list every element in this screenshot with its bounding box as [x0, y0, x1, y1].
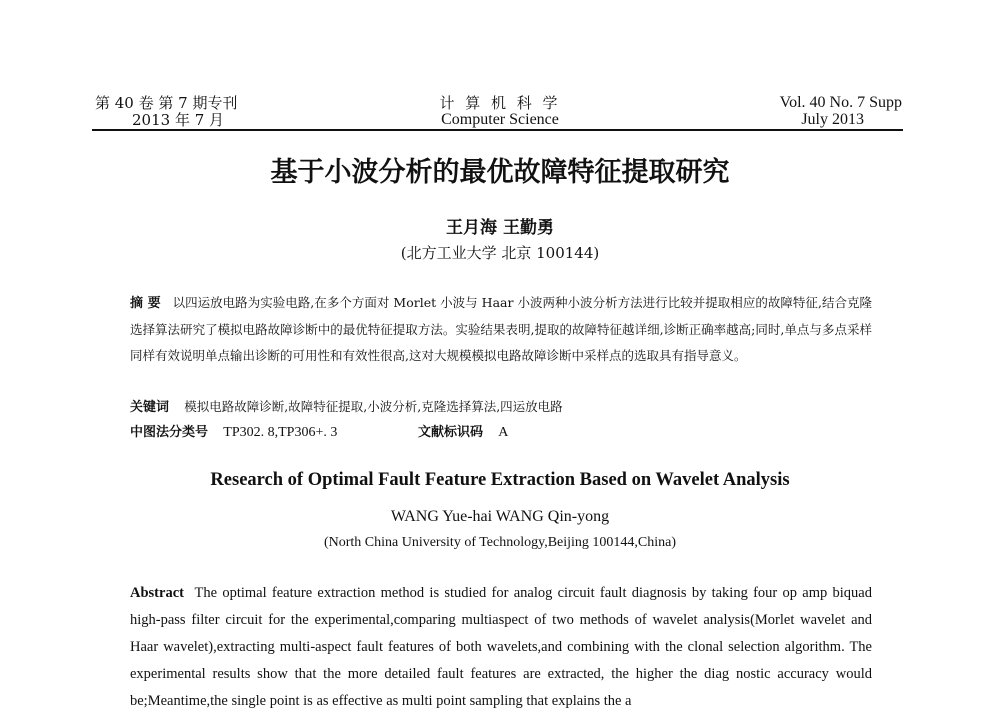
abstract-text-en: The optimal feature extraction method is studied for analog circuit fault diagnosis by taking four op amp biquad high-pass filter circuit for the experimental,comparing multiaspect of two methods of wavelet analysis(Morlet wavelet and Haar wavelet),extracting multi-aspect fault features of both wavelets,and combining with the clonal selection algorithm. The experimental results show that the more detailed fault features are extracted, the higher the diag nostic accuracy would be;Meantime,the single point is as effective as multi point sampling that explains the a	[130, 585, 872, 709]
classification-row	[130, 421, 337, 441]
paper-title-cn: 基于小波分析的最优故障特征提取研究	[270, 157, 730, 188]
keywords-cn-row	[130, 396, 563, 415]
header-date-en: July 2013	[801, 111, 864, 128]
doc-code-row	[418, 421, 508, 441]
header-volume-en: Vol. 40 No. 7 Supp	[779, 94, 902, 111]
abstract-cn	[130, 290, 872, 369]
authors-en: WANG Yue-hai WANG Qin-yong	[390, 508, 610, 525]
header-volume-issue: 第 40 卷 第 7 期专刊	[95, 94, 238, 112]
authors-cn: 王月海 王勤勇	[446, 218, 554, 238]
doc-code-value: A	[498, 425, 509, 440]
header-journal-en: Computer Science	[441, 111, 559, 128]
doc-code-label: 文献标识码	[418, 425, 484, 440]
keywords-text-cn: 模拟电路故障诊断,故障特征提取,小波分析,克隆选择算法,四运放电路	[184, 399, 563, 414]
abstract-label-cn: 摘 要	[130, 296, 161, 311]
affiliation-cn: (北方工业大学 北京 100144)	[400, 244, 600, 262]
clc-label: 中图法分类号	[130, 425, 209, 440]
keywords-label-cn: 关键词	[130, 400, 170, 415]
clc-value: TP302. 8,TP306+. 3	[223, 425, 338, 440]
header-date: 2013 年 7 月	[132, 111, 225, 129]
header-rule	[92, 129, 903, 131]
abstract-en	[130, 580, 872, 715]
affiliation-en: (North China University of Technology,Beijing 100144,China)	[323, 535, 677, 550]
abstract-text-cn: 以四运放电路为实验电路,在多个方面对 Morlet 小波与 Haar 小波两种小波分析方法进行比较并提取相应的故障特征,结合克隆选择算法研究了模拟电路故障诊断中的最优特征提取方法。实验结果表明,提取的故障特征越详细,诊断正确率越高;同时,单点与多点采样同样有效说明单点输出诊断的可用性和有效性很高,这对大规模模拟电路故障诊断中采样点的选取具有指导意义。	[130, 295, 873, 363]
paper-title-en: Research of Optimal Fault Feature Extraction Based on Wavelet Analysis	[210, 470, 790, 490]
abstract-label-en: Abstract	[130, 585, 184, 601]
header-journal-cn: 计 算 机 科 学	[439, 94, 561, 112]
